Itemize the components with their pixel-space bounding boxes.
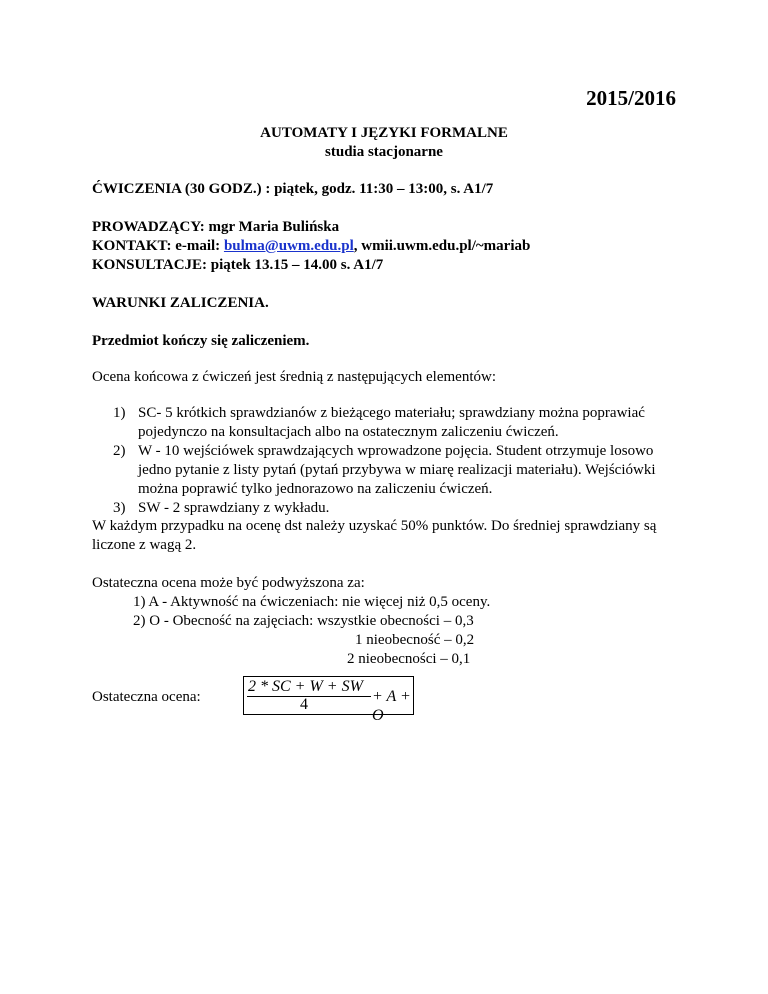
- list-item-text: W - 10 wejściówek sprawdzających wprowadzone pojęcia. Student otrzymuje losowo jedno pytanie z listy pytań (pytań przybywa w miarę realizacji materiału). Wejściówki można poprawić tylko jednorazowo na zaliczeniu ćwiczeń.: [138, 443, 656, 497]
- list-item: [113, 499, 683, 518]
- list-item: [113, 442, 683, 499]
- raise-attendance-one-absence: 1 nieobecność – 0,2: [355, 632, 475, 648]
- final-grade-label: Ostateczna ocena:: [92, 689, 201, 705]
- contact-suffix: , wmii.uwm.edu.pl/~mariab: [353, 238, 531, 254]
- list-item-number: 3): [113, 500, 126, 516]
- raise-attendance: 2) O - Obecność na zajęciach: wszystkie obecności – 0,3: [133, 613, 474, 629]
- list-item-number: 2): [113, 443, 126, 459]
- list-item: [113, 404, 683, 442]
- schedule-line: ĆWICZENIA (30 GODZ.) : piątek, godz. 11:30 – 13:00, s. A1/7: [92, 181, 494, 197]
- contact-line: [92, 237, 530, 256]
- formula-tail: + A + O: [372, 688, 411, 724]
- consultations-line: KONSULTACJE: piątek 13.15 – 14.00 s. A1/7: [92, 257, 384, 273]
- email-link[interactable]: bulma@uwm.edu.pl: [223, 238, 354, 254]
- formula-numerator: 2 * SC + W + SW: [248, 678, 363, 695]
- course-title: AUTOMATY I JĘZYKI FORMALNE: [260, 125, 508, 141]
- weight-note-line1: W każdym przypadku na ocenę dst należy uzyskać 50% punktów. Do średniej sprawdziany są: [92, 518, 657, 534]
- course-subtitle: studia stacjonarne: [325, 144, 443, 160]
- raise-intro: Ostateczna ocena może być podwyższona za:: [92, 575, 365, 591]
- list-item-text: SC- 5 krótkich sprawdzianów z bieżącego materiału; sprawdziany można poprawiać pojedynczo na konsultacjach albo na ostatecznym zaliczeniu ćwiczeń.: [138, 405, 645, 440]
- raise-activity: 1) A - Aktywność na ćwiczeniach: nie więcej niż 0,5 oceny.: [133, 594, 491, 610]
- list-item-number: 1): [113, 405, 126, 421]
- grade-components-list: [113, 404, 683, 518]
- fraction-bar: [247, 696, 371, 697]
- contact-prefix: KONTAKT: e-mail:: [92, 238, 224, 254]
- conditions-heading: WARUNKI ZALICZENIA.: [92, 295, 269, 311]
- final-grade-formula: [243, 676, 414, 724]
- list-item-text: SW - 2 sprawdziany z wykładu.: [138, 500, 330, 516]
- instructor-line: PROWADZĄCY: mgr Maria Bulińska: [92, 219, 340, 235]
- subject-ends: Przedmiot kończy się zaliczeniem.: [92, 333, 310, 349]
- weight-note-line2: liczone z wagą 2.: [92, 537, 197, 553]
- raise-attendance-two-absences: 2 nieobecności – 0,1: [347, 651, 471, 667]
- formula-denominator: 4: [300, 696, 308, 713]
- grade-intro: Ocena końcowa z ćwiczeń jest średnią z następujących elementów:: [92, 369, 496, 385]
- academic-year: 2015/2016: [586, 86, 676, 110]
